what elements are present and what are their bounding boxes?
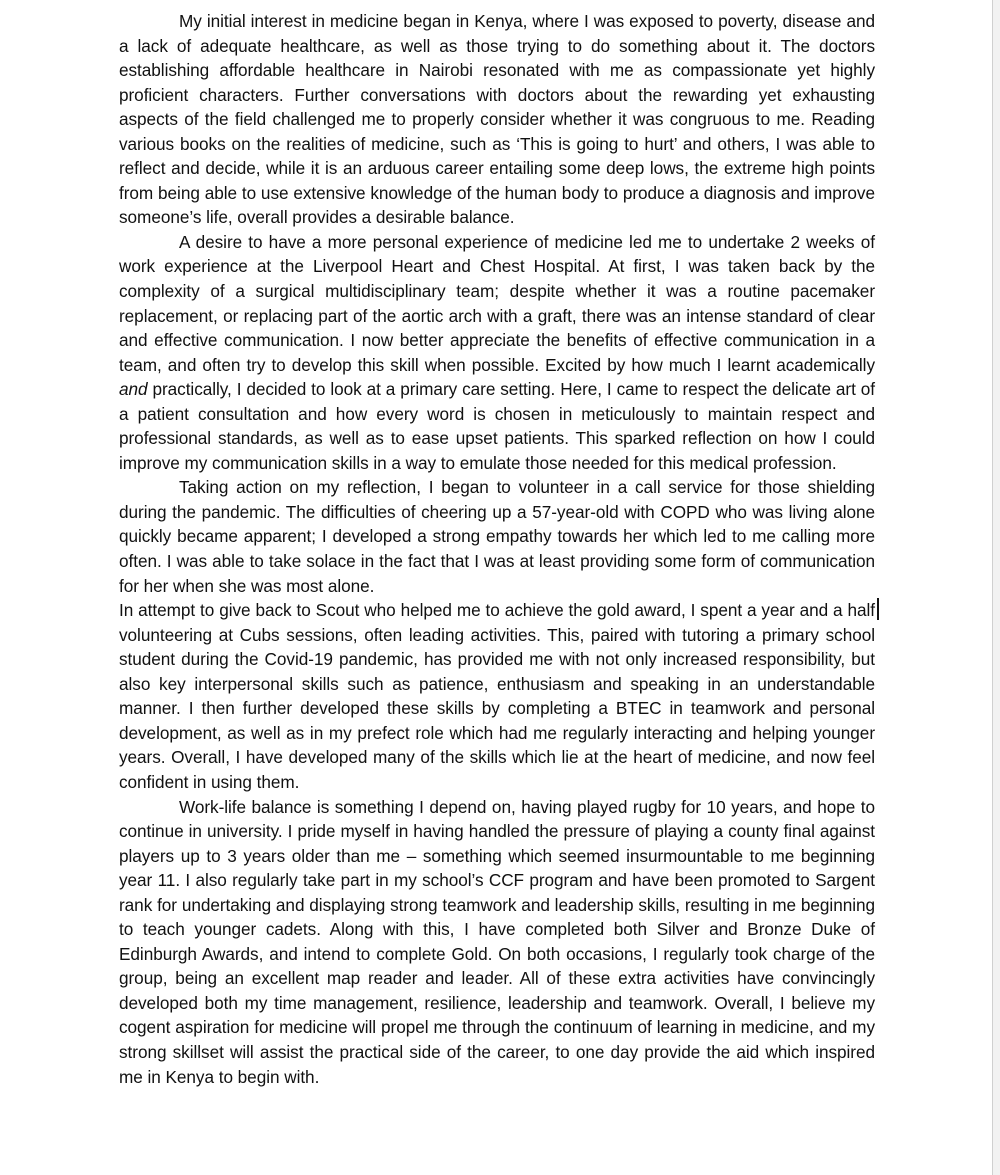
paragraph-kenya <box>119 9 875 230</box>
paragraph-work-experience <box>119 230 875 475</box>
italic-emphasis: and <box>119 379 148 400</box>
paragraph-scouts <box>119 598 875 794</box>
paragraph-text: A desire to have a more personal experience of medicine led me to undertake 2 weeks of work experience at the Liverpool Heart and Chest Hospital. At first, I was taken back by the complexity of a surgical multidisciplinary team; despite whether it was a routine pacemaker replacement, or replacing part of the aortic arch with a graft, there was an intense standard of clear and effective communication. I now better appreciate the benefits of effective communication in a team, and often try to develop this skill when possible. Excited by how much I learnt academically <box>119 231 875 375</box>
paragraph-text: practically, I decided to look at a primary care setting. Here, I came to respect the delicate art of a patient consultation and how every word is chosen in meticulously to maintain respect and professional standards, as well as to ease upset patients. This sparked reflection on how I could improve my communication skills in a way to emulate those needed for this medical profession. <box>119 379 875 473</box>
paragraph-text: My initial interest in medicine began in Kenya, where I was exposed to poverty, disease and a lack of adequate healthcare, as well as those trying to do something about it. The doctors establishing affordable healthcare in Nairobi resonated with me as compassionate yet highly proficient characters. Further conversations with doctors about the rewarding yet exhausting aspects of the field challenged me to properly consider whether it was congruous to me. Reading various books on the realities of medicine, such as ‘This is going to hurt’ and others, I was able to reflect and decide, while it is an arduous career entailing some deep lows, the extreme high points from being able to use extensive knowledge of the human body to produce a diagnosis and improve someone’s life, overall provides a desirable balance. <box>119 11 875 228</box>
paragraph-volunteering <box>119 475 875 598</box>
paragraph-text: In attempt to give back to Scout who helped me to achieve the gold award, I spent a year and a half volunteering at Cubs sessions, often leading activities. This, paired with tutoring a primary school student during the Covid-19 pandemic, has provided me with not only increased responsibility, but also key interpersonal skills such as patience, enthusiasm and speaking in an understandable manner. I then further developed these skills by completing a BTEC in teamwork and personal development, as well as in my prefect role which had me regularly interacting and helping younger years. Overall, I have developed many of the skills which lie at the heart of medicine, and now feel confident in using them. <box>119 600 875 792</box>
paragraph-text: Taking action on my reflection, I began to volunteer in a call service for those shielding during the pandemic. The difficulties of cheering up a 57-year-old with COPD who was living alone quickly became apparent; I developed a strong empathy towards her which led to me calling more often. I was able to take solace in the fact that I was at least providing some form of communication for her when she was most alone. <box>119 477 875 596</box>
text-cursor <box>877 598 879 620</box>
document-body[interactable] <box>119 9 875 1089</box>
paragraph-text: Work-life balance is something I depend on, having played rugby for 10 years, and hope to continue in university. I pride myself in having handled the pressure of playing a county final against players up to 3 years older than me – something which seemed insurmountable to me beginning year 11. I also regularly take part in my school’s CCF program and have been promoted to Sargent rank for undertaking and displaying strong teamwork and leadership skills, resulting in me beginning to teach younger cadets. Along with this, I have completed both Silver and Bronze Duke of Edinburgh Awards, and intend to complete Gold. On both occasions, I regularly took charge of the group, being an excellent map reader and leader. All of these extra activities have convincingly developed both my time management, resilience, leadership and teamwork. Overall, I believe my cogent aspiration for medicine will propel me through the continuum of learning in medicine, and my strong skillset will assist the practical side of the career, to one day provide the aid which inspired me in Kenya to begin with. <box>119 796 875 1087</box>
paragraph-work-life-balance <box>119 795 875 1090</box>
